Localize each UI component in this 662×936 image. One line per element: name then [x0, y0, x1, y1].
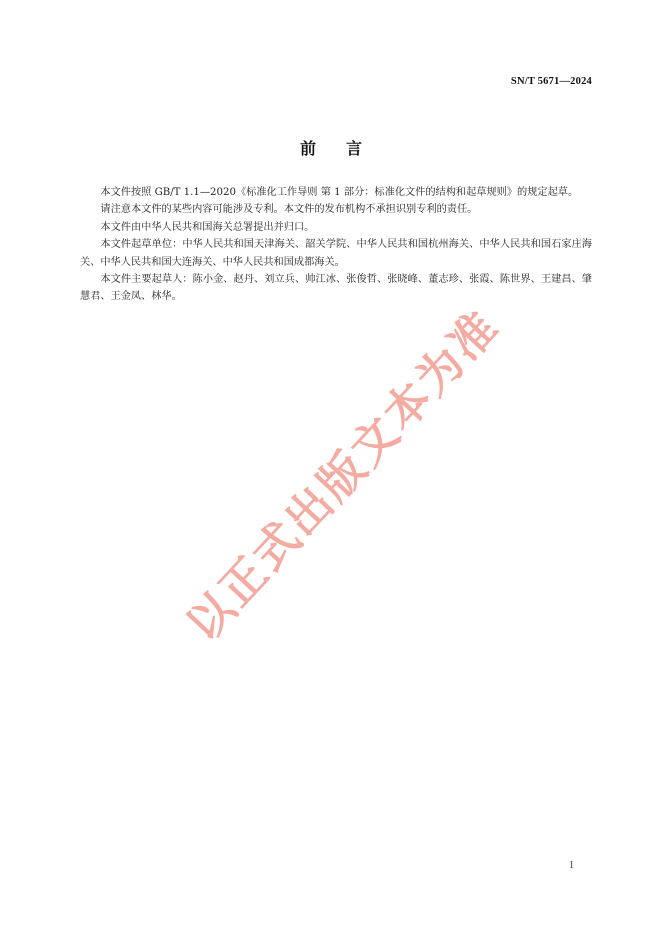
- paragraph-patent-notice: 请注意本文件的某些内容可能涉及专利。本文件的发布机构不承担识别专利的责任。: [100, 204, 478, 216]
- page-number: 1: [569, 860, 574, 871]
- watermark: 以正式出版文本为准: [176, 299, 510, 652]
- foreword-body: [80, 184, 592, 306]
- document-code: SN/T 5671—2024: [510, 76, 592, 87]
- paragraph-drafting-units: 本文件起草单位：中华人民共和国天津海关、韶关学院、中华人民共和国杭州海关、中华人民共和国石家庄海关、中华人民共和国大连海关、中华人民共和国成都海关。: [80, 239, 592, 268]
- paragraph-drafters: 本文件主要起草人：陈小金、赵丹、刘立兵、帅江冰、张俊哲、张晓峰、董志珍、张霞、陈世界、王建昌、肇慧君、王金凤、林华。: [80, 274, 592, 303]
- paragraph-drafting-rules: 本文件按照 GB/T 1.1—2020《标准化工作导则 第 1 部分：标准化文件的结构和起草规则》的规定起草。: [100, 187, 579, 198]
- paragraph-proposer: 本文件由中华人民共和国海关总署提出并归口。: [100, 221, 315, 233]
- page-title: 前言: [299, 139, 392, 158]
